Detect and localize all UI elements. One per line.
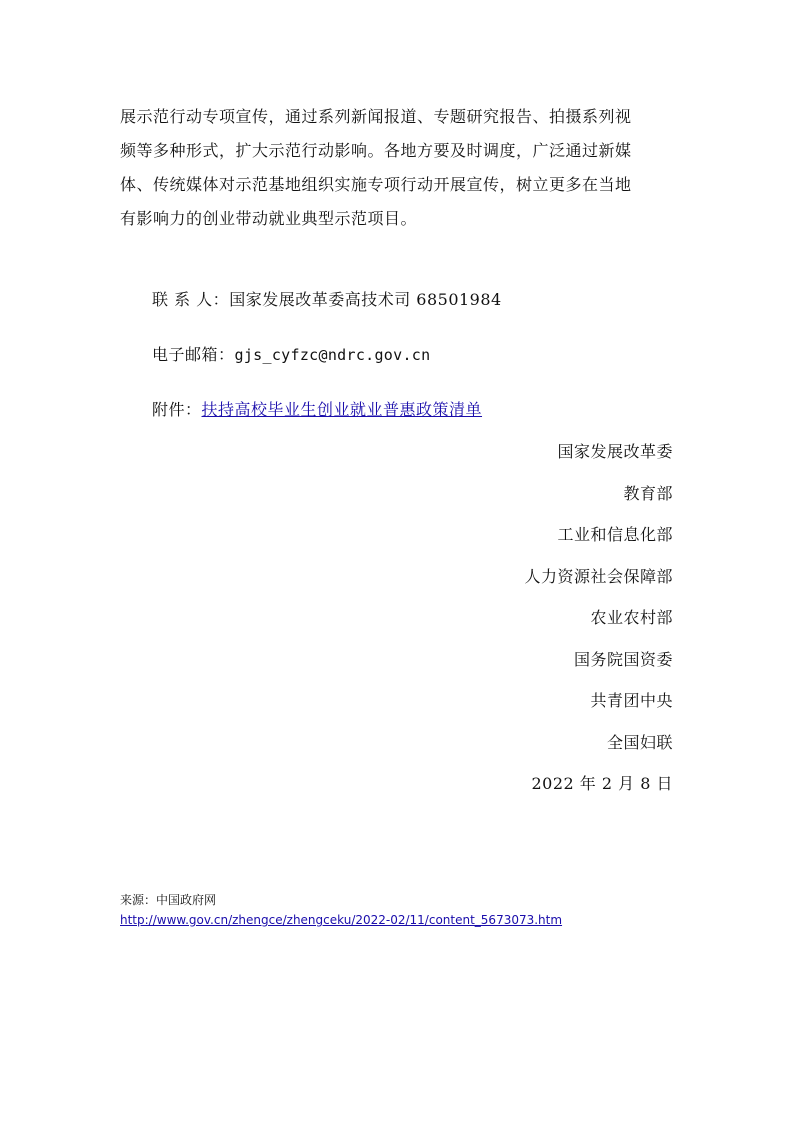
- contact-email-line: [152, 343, 430, 367]
- attachment-label: 附件：: [152, 400, 202, 419]
- signatory-miit: 工业和信息化部: [557, 525, 673, 544]
- paragraph-line-4: 有影响力的创业带动就业典型示范项目。: [120, 209, 418, 228]
- signatory-cyl: 共青团中央: [590, 691, 673, 710]
- contact-email-value: gjs_cyfzc@ndrc.gov.cn: [234, 346, 431, 364]
- contact-person-line: [152, 288, 502, 312]
- signatory-block: [524, 438, 673, 812]
- signatory-ndrc: 国家发展改革委: [557, 442, 673, 461]
- paragraph-line-2: 频等多种形式，扩大示范行动影响。各地方要及时调度，广泛通过新媒: [120, 141, 632, 160]
- contact-person-label: 联 系 人：: [152, 290, 230, 309]
- signatory-sasac: 国务院国资委: [573, 649, 673, 669]
- signatory-mohrss: 人力资源社会保障部: [524, 566, 673, 586]
- signatory-moe: 教育部: [623, 483, 673, 503]
- paragraph-line-1: 展示范行动专项宣传，通过系列新闻报道、专题研究报告、拍摄系列视: [120, 107, 632, 126]
- contact-email-label: 电子邮箱：: [152, 345, 235, 364]
- document-date: 2022 年 2 月 8 日: [531, 774, 673, 793]
- signatory-acwf: 全国妇联: [606, 732, 673, 752]
- attachment-link[interactable]: 扶持高校毕业生创业就业普惠政策清单: [201, 400, 483, 419]
- signatory-moa: 农业农村部: [590, 608, 673, 627]
- contact-person-value: 国家发展改革委高技术司 68501984: [229, 290, 502, 309]
- paragraph-line-3: 体、传统媒体对示范基地组织实施专项行动开展宣传，树立更多在当地: [120, 175, 632, 194]
- body-paragraph: [120, 100, 680, 236]
- source-label: 来源：中国政府网: [120, 893, 217, 907]
- source-url-link[interactable]: http://www.gov.cn/zhengce/zhengceku/2022-02/11/content_5673073.htm: [120, 913, 563, 927]
- attachment-line: [152, 398, 482, 422]
- source-block: [120, 890, 562, 930]
